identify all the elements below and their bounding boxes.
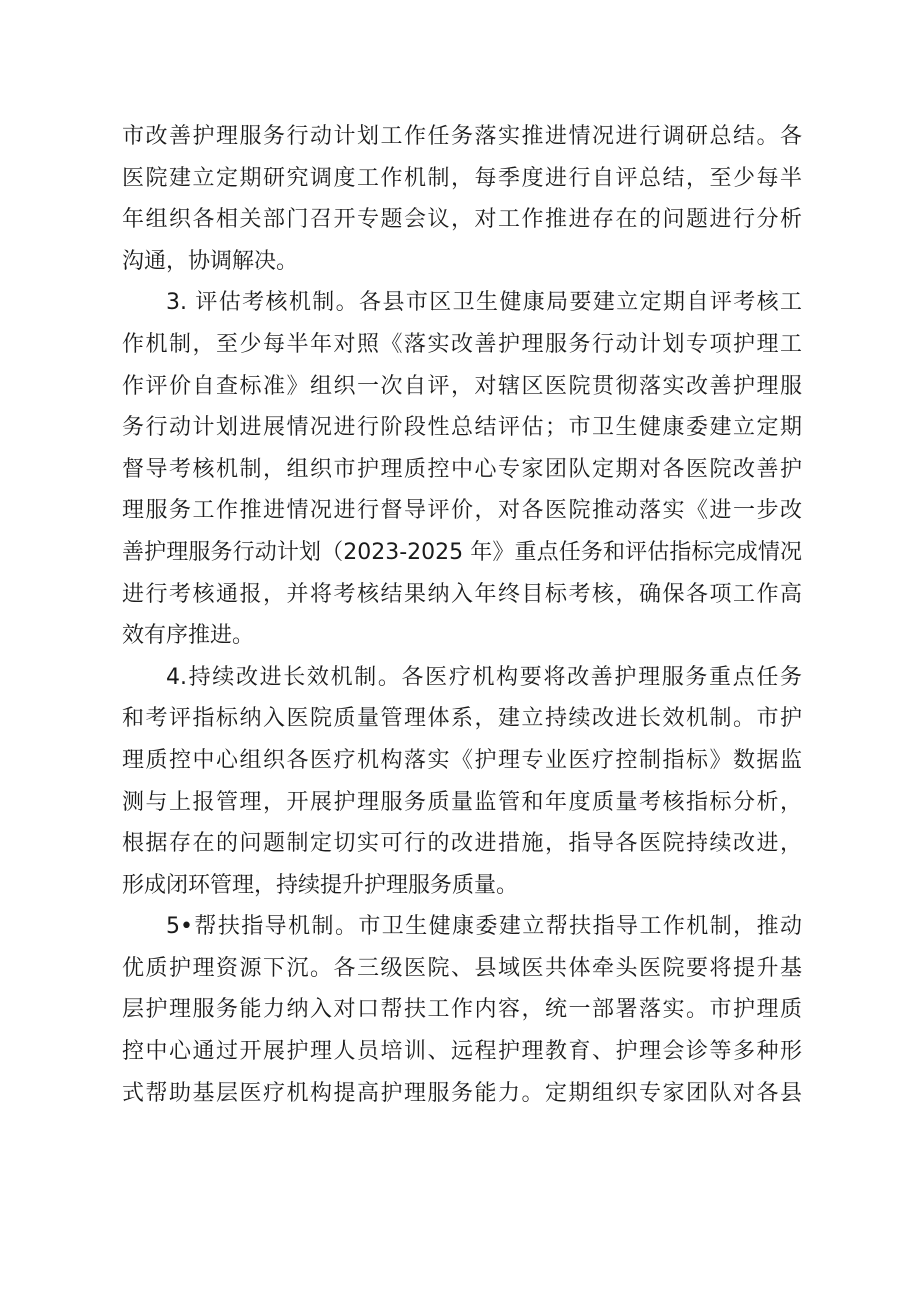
text-line: 作评价自查标准》组织一次自评，对辖区医院贯彻落实改善护理服 — [122, 373, 802, 399]
text-line: 作机制，至少每半年对照《落实改善护理服务行动计划专项护理工 — [122, 331, 802, 357]
text-line: 医院建立定期研究调度工作机制，每季度进行自评总结，至少每半 — [122, 165, 802, 191]
text-line: 和考评指标纳入医院质量管理体系，建立持续改进长效机制。市护 — [122, 706, 802, 732]
text-line: 理质控中心组织各医疗机构落实《护理专业医疗控制指标》数据监 — [122, 747, 802, 773]
text-line: 式帮助基层医疗机构提高护理服务能力。定期组织专家团队对各县 — [122, 1080, 802, 1106]
text-line: 优质护理资源下沉。各三级医院、县域医共体牵头医院要将提升基 — [122, 955, 802, 981]
text-line: 测与上报管理，开展护理服务质量监管和年度质量考核指标分析， — [122, 789, 802, 815]
text-line: 效有序推进。 — [122, 623, 255, 649]
text-line: 理服务工作推进情况进行督导评价，对各医院推动落实《进一步改 — [122, 498, 802, 524]
text-line: 务行动计划进展情况进行阶段性总结评估；市卫生健康委建立定期 — [122, 415, 802, 441]
text-line: 督导考核机制，组织市护理质控中心专家团队定期对各医院改善护 — [122, 456, 802, 482]
section-5-heading-line: 5•帮扶指导机制。市卫生健康委建立帮扶指导工作机制，推动 — [166, 914, 802, 940]
text-line: 根据存在的问题制定切实可行的改进措施，指导各医院持续改进， — [122, 831, 802, 857]
text-line: 层护理服务能力纳入对口帮扶工作内容，统一部署落实。市护理质 — [122, 997, 802, 1023]
text-line: 市改善护理服务行动计划工作任务落实推进情况进行调研总结。各 — [122, 124, 802, 149]
text-line: 年组织各相关部门召开专题会议，对工作推进存在的问题进行分析 — [122, 207, 802, 233]
section-4-heading-line: 4.持续改进长效机制。各医疗机构要将改善护理服务重点任务 — [166, 664, 802, 690]
document-body — [122, 116, 802, 1114]
text-line: 控中心通过开展护理人员培训、远程护理教育、护理会诊等多种形 — [122, 1039, 802, 1065]
text-line: 进行考核通报，并将考核结果纳入年终目标考核，确保各项工作高 — [122, 581, 802, 607]
text-line: 形成闭环管理，持续提升护理服务质量。 — [122, 872, 519, 898]
text-line: 沟通，协调解决。 — [122, 248, 299, 274]
text-line: 善护理服务行动计划（2023-2025 年》重点任务和评估指标完成情况 — [122, 539, 802, 565]
section-3-heading-line: 3. 评估考核机制。各县市区卫生健康局要建立定期自评考核工 — [166, 290, 802, 316]
